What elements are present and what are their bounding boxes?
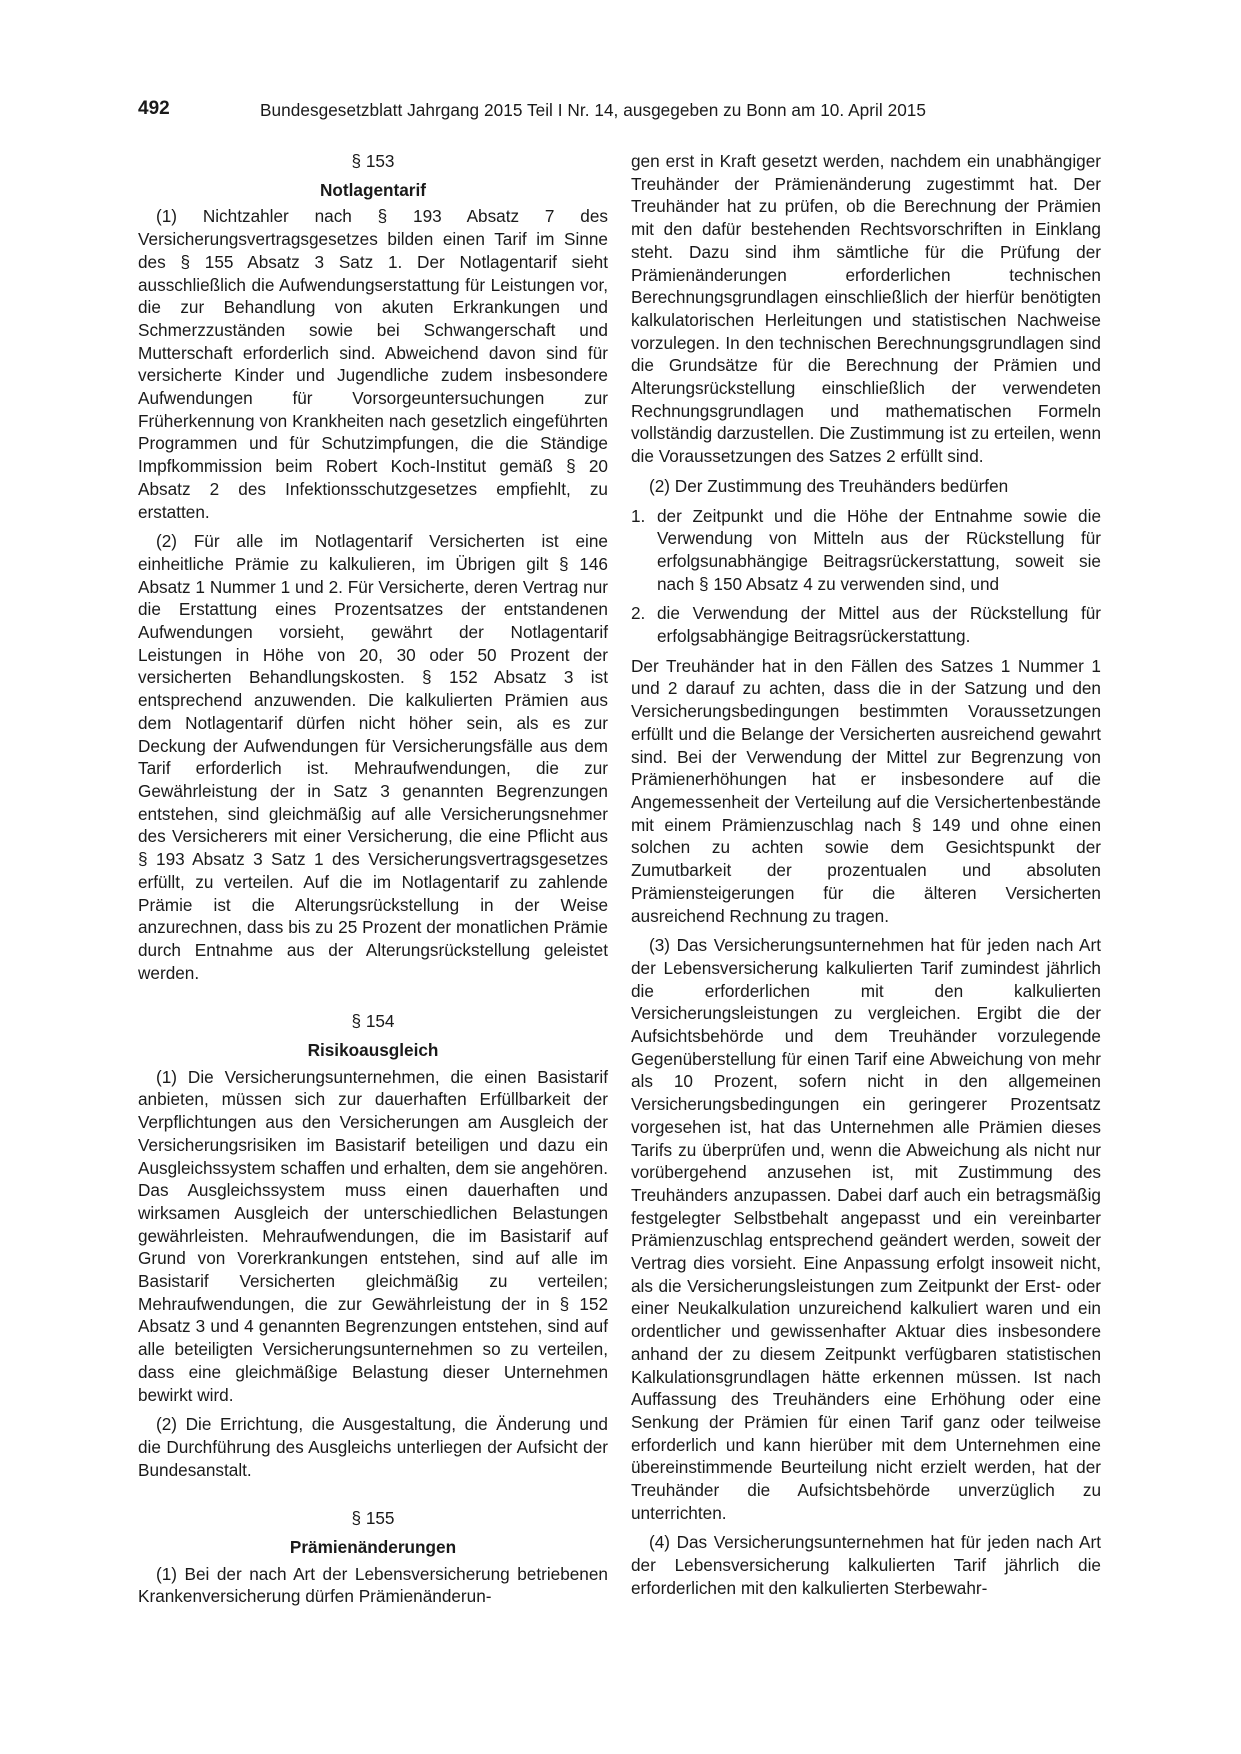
list-item-text: die Verwendung der Mittel aus der Rückstellung für erfolgsabhängige Beitragsrückerstattung. (657, 603, 1101, 647)
numbered-list (631, 505, 1101, 648)
section-153 (138, 150, 608, 984)
running-header (138, 98, 1101, 124)
paragraph: (2) Der Zustimmung des Treuhänders bedürfen (649, 475, 1009, 496)
right-column (631, 150, 1101, 1607)
section-title: Prämienänderungen (289, 1537, 457, 1558)
paragraph: (1) Nichtzahler nach § 193 Absatz 7 des Versicherungsvertragsgesetzes bilden einen Tarif im Sinne des § 155 Absatz 3 Satz 1. Der Notlagentarif sieht ausschließlich die Aufwendungserstattung für Leistungen vor, die zur Behandlung von akuten Erkrankungen und Schmerzzuständen sowie bei Schwangerschaft und Mutterschaft erforderlich sind. Abweichend davon sind für versicherte Kinder und Jugendliche zudem insbesondere Aufwendungen für Vorsorgeuntersuchungen zur Früherkennung von Krankheiten nach gesetzlich eingeführten Programmen und für Schutzimpfungen, die die Ständige Impfkommission beim Robert Koch-Institut gemäß § 20 Absatz 2 des Infektionsschutzgesetzes empfiehlt, zu erstatten. (138, 206, 608, 522)
paragraph: (4) Das Versicherungsunternehmen hat für jeden nach Art der Lebensversicherung kalkulierten Tarif jährlich die erforderlichen mit den kalkulierten Sterbewahr- (631, 1532, 1101, 1598)
paragraph: (3) Das Versicherungsunternehmen hat für jeden nach Art der Lebensversicherung kalkulierten Tarif zumindest jährlich die erforderlichen mit den kalkulierten Versicherungsleistungen zu vergleichen. Ergibt die der Aufsichtsbehörde und dem Treuhänder vorzulegende Gegenüberstellung für einen Tarif eine Abweichung von mehr als 10 Prozent, sofern nicht in den allgemeinen Versicherungsbedingungen ein geringerer Prozentsatz vorgesehen ist, hat das Unternehmen alle Prämien dieses Tarifs zu überprüfen und, wenn die Abweichung als nicht nur vorübergehend anzusehen ist, mit Zustimmung des Treuhänders anzupassen. Dabei darf auch ein betragsmäßig festgelegter Selbstbehalt angepasst und ein vereinbarter Prämienzuschlag entsprechend geändert werden, soweit der Vertrag dies vorsieht. Eine Anpassung erfolgt insoweit nicht, als die Versicherungsleistungen zum Zeitpunkt der Erst- oder einer Neukalkulation unzureichend kalkuliert waren und ein ordentlicher und gewissenhafter Aktuar dies insbesondere anhand der zu diesem Zeitpunkt verfügbaren statistischen Kalkulationsgrundlagen hätte erkennen müssen. Ist nach Auffassung des Treuhänders eine Erhöhung oder eine Senkung der Prämien für einen Tarif ganz oder teilweise erforderlich und kann hierüber mit dem Unternehmen eine übereinstimmende Beurteilung nicht erzielt werden, hat der Treuhänder die Aufsichtsbehörde unverzüglich zu unterrichten. (631, 935, 1101, 1523)
section-number: § 153 (351, 151, 395, 171)
section-number: § 154 (351, 1011, 395, 1032)
paragraph: (2) Die Errichtung, die Ausgestaltung, die Änderung und die Durchführung des Ausgleichs unterliegen der Aufsicht der Bundesanstalt. (138, 1414, 608, 1480)
list-item-text: der Zeitpunkt und die Höhe der Entnahme sowie die Verwendung von Mitteln aus der Rückstellung für erfolgsunabhängige Beitragsrückerstattung, soweit sie nach § 150 Absatz 4 zu verwenden sind, und (657, 505, 1101, 594)
list-item-number: 2. (631, 603, 646, 624)
paragraph-continuation: gen erst in Kraft gesetzt werden, nachdem ein unabhängiger Treuhänder der Prämienänderung zugestimmt hat. Der Treuhänder hat zu prüfen, ob die Berechnung der Prämien mit den dafür bestehenden Rechtsvorschriften in Einklang steht. Dazu sind ihm sämtliche für die Prüfung der Prämienänderungen erforderlichen technischen Berechnungsgrundlagen einschließlich der hierfür benötigten kalkulatorischen Herleitungen und statistischen Nachweise vorzulegen. In den technischen Berechnungsgrundlagen sind die Grundsätze für die Berechnung der Prämien und Alterungsrückstellung einschließlich der verwendeten Rechnungsgrundlagen und mathematischen Formeln vollständig darzustellen. Die Zustimmung ist zu erteilen, wenn die Voraussetzungen des Satzes 2 erfüllt sind. (631, 151, 1102, 467)
list-item (631, 602, 1101, 647)
paragraph: (2) Für alle im Notlagentarif Versicherten ist eine einheitliche Prämie zu kalkulieren, im Übrigen gilt § 146 Absatz 1 Nummer 1 und 2. Für Versicherte, deren Vertrag nur die Erstattung eines Prozentsatzes der entstandenen Aufwendungen vorsieht, gewährt der Notlagentarif Leistungen in Höhe von 20, 30 oder 50 Prozent der versicherten Behandlungskosten. § 152 Absatz 3 ist entsprechend anzuwenden. Die kalkulierten Prämien aus dem Notlagentarif dürfen nicht höher sein, als es zur Deckung der Aufwendungen für Versicherungsfälle aus dem Tarif erforderlich ist. Mehraufwendungen, die zur Gewährleistung der in Satz 3 genannten Begrenzungen entstehen, sind gleichmäßig auf alle Versicherungsnehmer des Versicherers mit einer Versicherung, die eine Pflicht aus § 193 Absatz 3 Satz 1 des Versicherungsvertragsgesetzes erfüllt, zu verteilen. Auf die im Notlagentarif zu zahlende Prämie ist die Alterungsrückstellung in der Weise anzurechnen, dass bis zu 25 Prozent der monatlichen Prämie durch Entnahme aus der Alterungsrückstellung geleistet werden. (138, 531, 608, 983)
section-title: Risikoausgleich (307, 1040, 439, 1061)
paragraph: Der Treuhänder hat in den Fällen des Satzes 1 Nummer 1 und 2 darauf zu achten, dass die in der Satzung und den Versicherungsbedingungen bestimmten Voraussetzungen erfüllt und die Belange der Versicherten ausreichend gewahrt sind. Bei der Verwendung der Mittel zur Begrenzung von Prämienerhöhungen hat er insbesondere auf die Angemessenheit der Verteilung auf die Versichertenbestände mit einem Prämienzuschlag nach § 149 und ohne einen solchen zu achten sowie dem Gesichtspunkt der Zumutbarkeit der prozentualen und absoluten Prämiensteigerungen für die älteren Versicherten ausreichend Rechnung zu tragen. (631, 655, 1101, 926)
section-155 (138, 1507, 608, 1608)
list-item (631, 505, 1101, 596)
section-title: Notlagentarif (320, 179, 426, 200)
section-number: § 155 (351, 1508, 395, 1529)
page-number: 492 (138, 98, 170, 119)
paragraph: (1) Bei der nach Art der Lebensversicherung betriebenen Krankenversicherung dürfen Prämienänderun- (138, 1563, 608, 1607)
section-154 (138, 1010, 608, 1481)
left-column (138, 150, 608, 1615)
paragraph: (1) Die Versicherungsunternehmen, die einen Basistarif anbieten, müssen sich zur dauerhaften Erfüllbarkeit der Verpflichtungen aus den Versicherungen am Ausgleich der Versicherungsrisiken im Basistarif beteiligen und dazu ein Ausgleichssystem schaffen und erhalten, dem sie angehören. Das Ausgleichssystem muss einen dauerhaften und wirksamen Ausgleich der unterschiedlichen Belastungen gewährleisten. Mehraufwendungen, die im Basistarif auf Grund von Vorerkrankungen entstehen, sind auf alle im Basistarif Versicherten gleichmäßig zu verteilen; Mehraufwendungen, die zur Gewährleistung der in § 152 Absatz 3 und 4 genannten Begrenzungen entstehen, sind auf alle beteiligten Versicherungsunternehmen so zu verteilen, dass eine gleichmäßige Belastung dieser Unternehmen bewirkt wird. (138, 1066, 608, 1405)
running-head: Bundesgesetzblatt Jahrgang 2015 Teil I Nr. 14, ausgegeben zu Bonn am 10. April 2015 (260, 100, 927, 120)
list-item-number: 1. (631, 505, 646, 526)
